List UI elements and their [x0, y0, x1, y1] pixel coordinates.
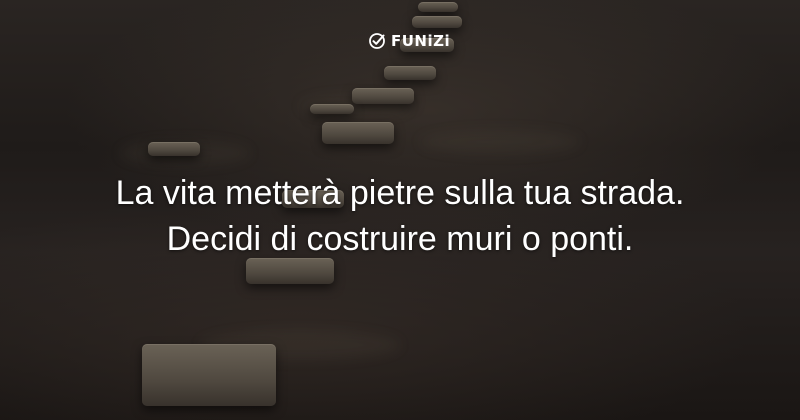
water-ripple — [420, 130, 580, 154]
stepping-stone — [352, 88, 414, 104]
stepping-stone — [384, 66, 436, 80]
stepping-stone — [142, 344, 276, 406]
stepping-stone — [418, 2, 458, 12]
quote-line-1: La vita metterà pietre sulla tua strada. — [115, 174, 685, 212]
brand-logo — [368, 30, 450, 52]
stepping-stone — [412, 16, 462, 28]
brand-name: FUNiZi — [391, 32, 451, 50]
check-circle-icon — [368, 32, 386, 50]
quote-text — [20, 170, 780, 262]
stepping-stone — [310, 104, 354, 114]
stepping-stone — [322, 122, 394, 144]
stepping-stone — [148, 142, 200, 156]
quote-line-2: Decidi di costruire muri o ponti. — [166, 220, 634, 258]
